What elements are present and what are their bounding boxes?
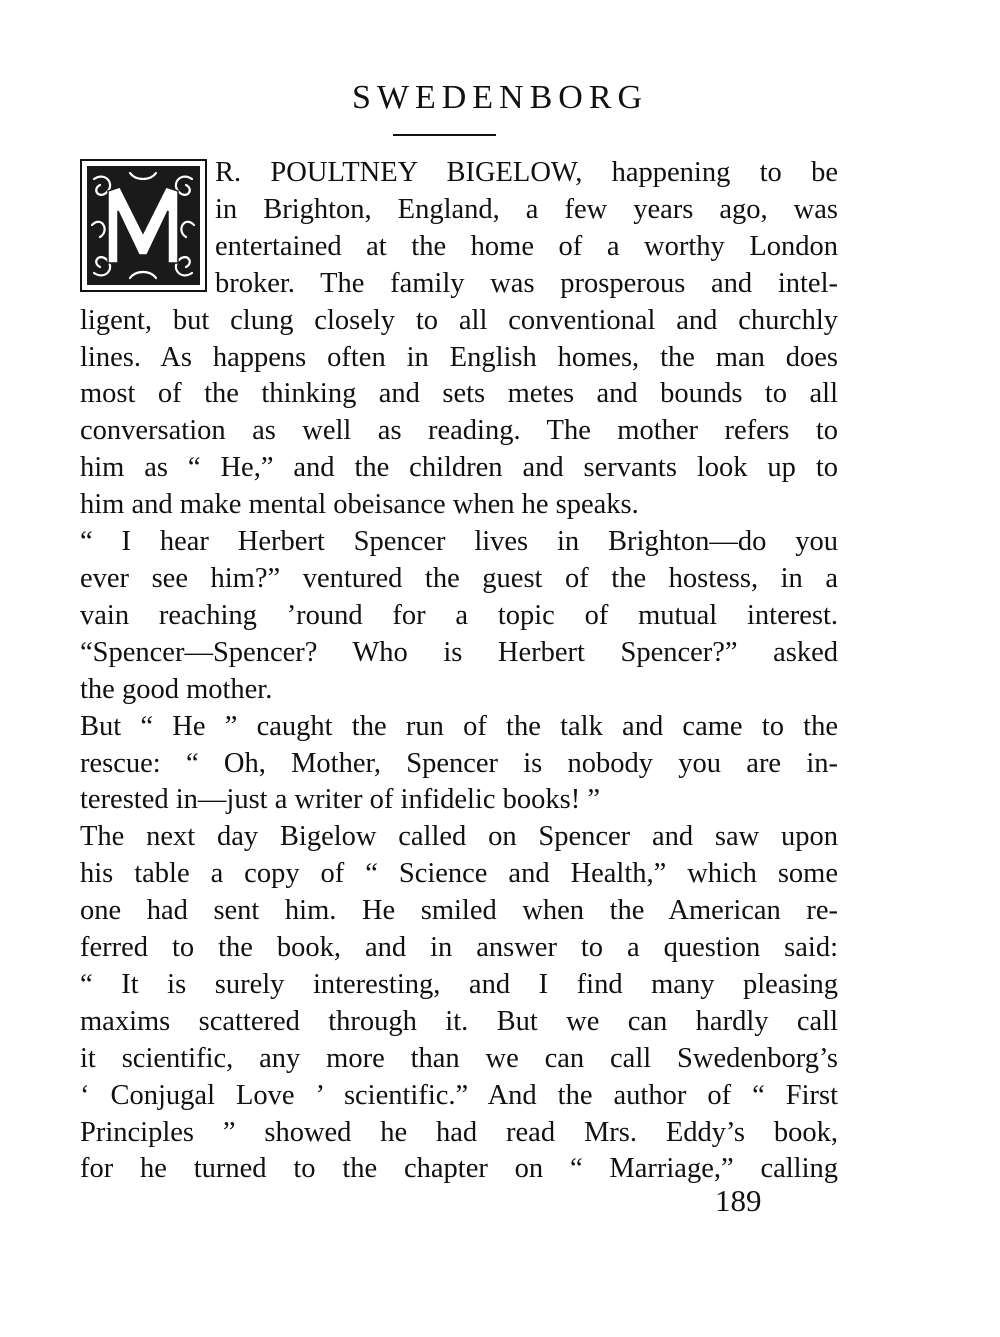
text-line: his table a copy of “ Science and Health,” which some [80, 858, 838, 890]
text-line: terested in—just a writer of infidelic books! ” [80, 784, 600, 816]
text-line: one had sent him. He smiled when the American re- [80, 895, 838, 927]
text-line: ‘ Conjugal Love ’ scientific.” And the author of “ First [80, 1079, 838, 1111]
text-line: most of the thinking and sets metes and bounds to all [80, 378, 838, 410]
text-line: ligent, but clung closely to all conventional and churchly [80, 304, 838, 336]
text-line: conversation as well as reading. The mother refers to [80, 415, 838, 447]
text-line: him as “ He,” and the children and servants look up to [80, 452, 838, 484]
text-line: in Brighton, England, a few years ago, was [215, 193, 838, 225]
text-line: Principles ” showed he had read Mrs. Eddy’s book, [80, 1116, 838, 1148]
text-line: “Spencer—Spencer? Who is Herbert Spencer?” asked [80, 636, 838, 668]
text-line: rescue: “ Oh, Mother, Spencer is nobody you are in- [80, 747, 838, 779]
text-line: “ I hear Herbert Spencer lives in Brighton—do you [80, 526, 838, 558]
text-line: “ It is surely interesting, and I find many pleasing [80, 968, 838, 1000]
text-line: ever see him?” ventured the guest of the hostess, in a [80, 562, 838, 594]
text-line: But “ He ” caught the run of the talk and came to the [80, 710, 838, 742]
text-line: entertained at the home of a worthy London [215, 230, 838, 262]
text-line: broker. The family was prosperous and intel- [215, 267, 838, 299]
text-line: him and make mental obeisance when he speaks. [80, 489, 639, 521]
text-line: it scientific, any more than we can call Swedenborg’s [80, 1042, 838, 1074]
page-number: 189 [715, 1183, 762, 1218]
running-head: SWEDENBORG [351, 79, 649, 116]
text-line: ferred to the book, and in answer to a question said: [80, 932, 838, 964]
text-line: lines. As happens often in English homes, the man does [80, 341, 838, 373]
head-rule [393, 134, 496, 136]
text-line: the good mother. [80, 673, 273, 705]
text-line: vain reaching ’round for a topic of mutual interest. [80, 599, 838, 631]
body-text [80, 155, 838, 1188]
text-line: for he turned to the chapter on “ Marriage,” calling [80, 1153, 838, 1185]
text-line: maxims scattered through it. But we can hardly call [80, 1005, 838, 1037]
text-line: R. POULTNEY BIGELOW, happening to be [215, 157, 838, 188]
text-line: The next day Bigelow called on Spencer and saw upon [80, 821, 838, 853]
